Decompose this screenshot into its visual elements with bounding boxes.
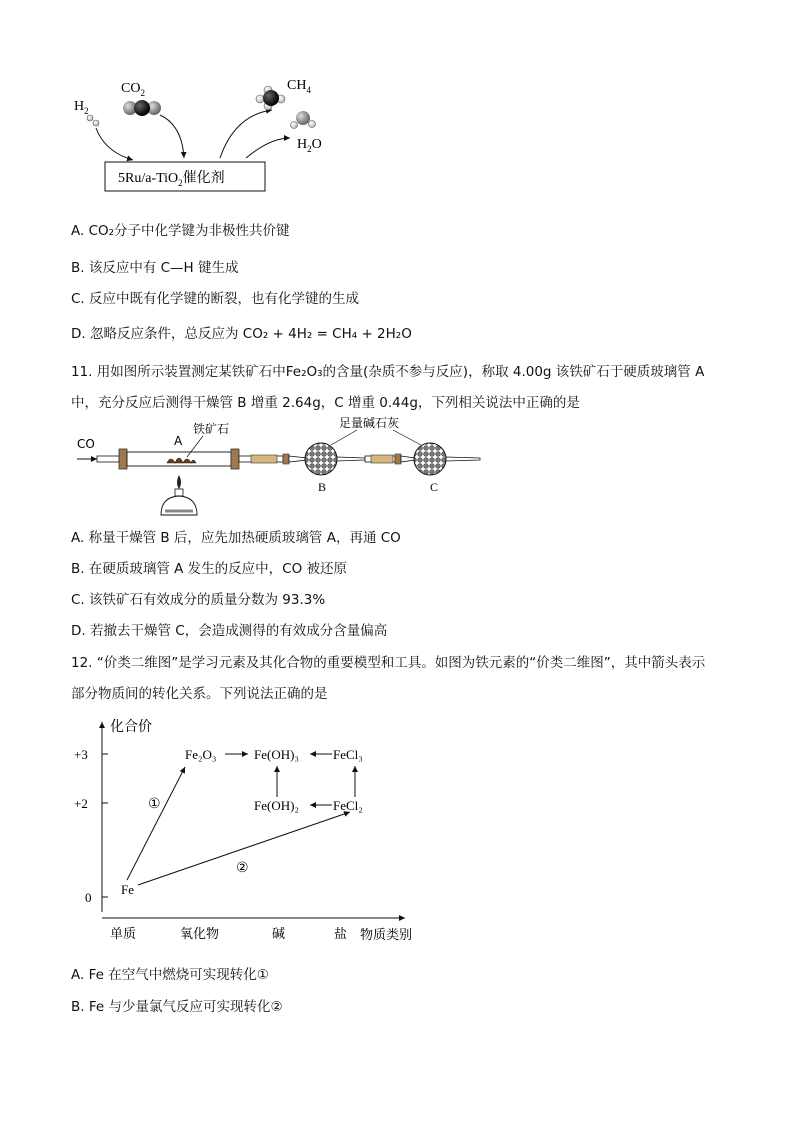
c-atom [263,90,279,106]
q10-option-c: C. 反应中既有化学键的断裂，也有化学键的生成 [71,291,360,307]
q11-option-d: D. 若撤去干燥管 C，会造成测得的有效成分含量偏高 [71,623,388,639]
soda-lime-label: 足量碱石灰 [339,416,400,430]
arrow-h2-in [96,128,133,160]
q11-option-b: B. 在硬质玻璃管 A 发生的反应中，CO 被还原 [71,561,348,577]
x-tick-salt: 盐 [334,927,348,942]
q11-stem-line2: 中，充分反应后测得干燥管 B 增重 2.64g，C 增重 0.44g，下列相关说法中正确的是 [71,395,580,411]
y-tick-3: +3 [74,747,88,762]
c-atom [134,100,150,116]
co-label: CO [77,437,95,451]
species-fecl3: FeCl₃ [333,747,363,762]
flame [177,475,181,489]
q12-stem-line1: 12. “价类二维图”是学习元素及其化合物的重要模型和工具。如图为铁元素的“价类二维图”，其中箭头表示 [71,655,706,671]
q11-stem-line1: 11. 用如图所示装置测定某铁矿石中Fe₂O₃的含量(杂质不参与反应)，称取 4.00g 该铁矿石于硬质玻璃管 A [71,364,705,380]
h-atom [291,122,298,129]
q11-option-c: C. 该铁矿石有效成分的质量分数为 93.3% [71,592,326,608]
h-atom [309,121,316,128]
catalyst-label: 5Ru/a-TiO$_2$催化剂 [118,170,225,188]
y-tick-0: 0 [85,890,92,905]
h-atom [87,115,93,121]
arrow-h2o-out [246,138,290,158]
mark-1: ① [148,796,161,812]
q10-option-d: D. 忽略反应条件，总反应为 CO₂ + 4H₂ = CH₄ + 2H₂O [71,326,412,342]
h2-label: $H_2$ [74,99,89,116]
h-atom [256,95,264,103]
drying-tube-b [305,443,337,475]
species-fe: Fe [121,882,134,897]
h-atom [93,120,99,126]
h2o-label: $H_2O$ [297,137,322,154]
x-tick-element: 单质 [110,927,137,942]
ore-label: 铁矿石 [193,422,230,436]
q12-stem-line2: 部分物质间的转化关系。下列说法正确的是 [71,686,328,702]
species-fe2o3: Fe₂O₃ [185,747,217,762]
catalyst-scheme [60,70,360,195]
arrow-co2-in [160,115,184,158]
species-feoh2: Fe(OH)₂ [254,798,299,813]
x-tick-oxide: 氧化物 [180,927,220,942]
tube-b-label: B [318,480,327,494]
q11-apparatus [75,415,485,523]
ch4-label: $CH_4$ [287,78,311,95]
valence-category-diagram [70,712,430,947]
drying-tube-c [414,443,446,475]
q11-option-a: A. 称量干燥管 B 后，应先加热硬质玻璃管 A，再通 CO [71,530,401,546]
mark-2: ② [236,860,249,876]
x-axis-title: 物质类别 [360,928,413,943]
arrow-ch4-out [220,110,272,158]
tube-c-label: C [430,480,439,494]
co2-label: $CO_2$ [121,81,145,98]
q10-option-b: B. 该反应中有 C—H 键生成 [71,260,239,276]
q10-option-a: A. CO₂分子中化学键为非极性共价键 [71,223,290,239]
q12-option-b: B. Fe 与少量氯气反应可实现转化② [71,999,283,1015]
y-axis-title: 化合价 [110,719,152,735]
tube-a-label: A [174,434,183,448]
q12-option-a: A. Fe 在空气中燃烧可实现转化① [71,967,269,983]
species-feoh3: Fe(OH)₃ [254,747,299,762]
y-tick-2: +2 [74,796,88,811]
x-tick-base: 碱 [272,927,286,942]
arrow-1 [127,767,185,880]
species-fecl2: FeCl₂ [333,798,363,813]
o-atom [296,111,310,125]
